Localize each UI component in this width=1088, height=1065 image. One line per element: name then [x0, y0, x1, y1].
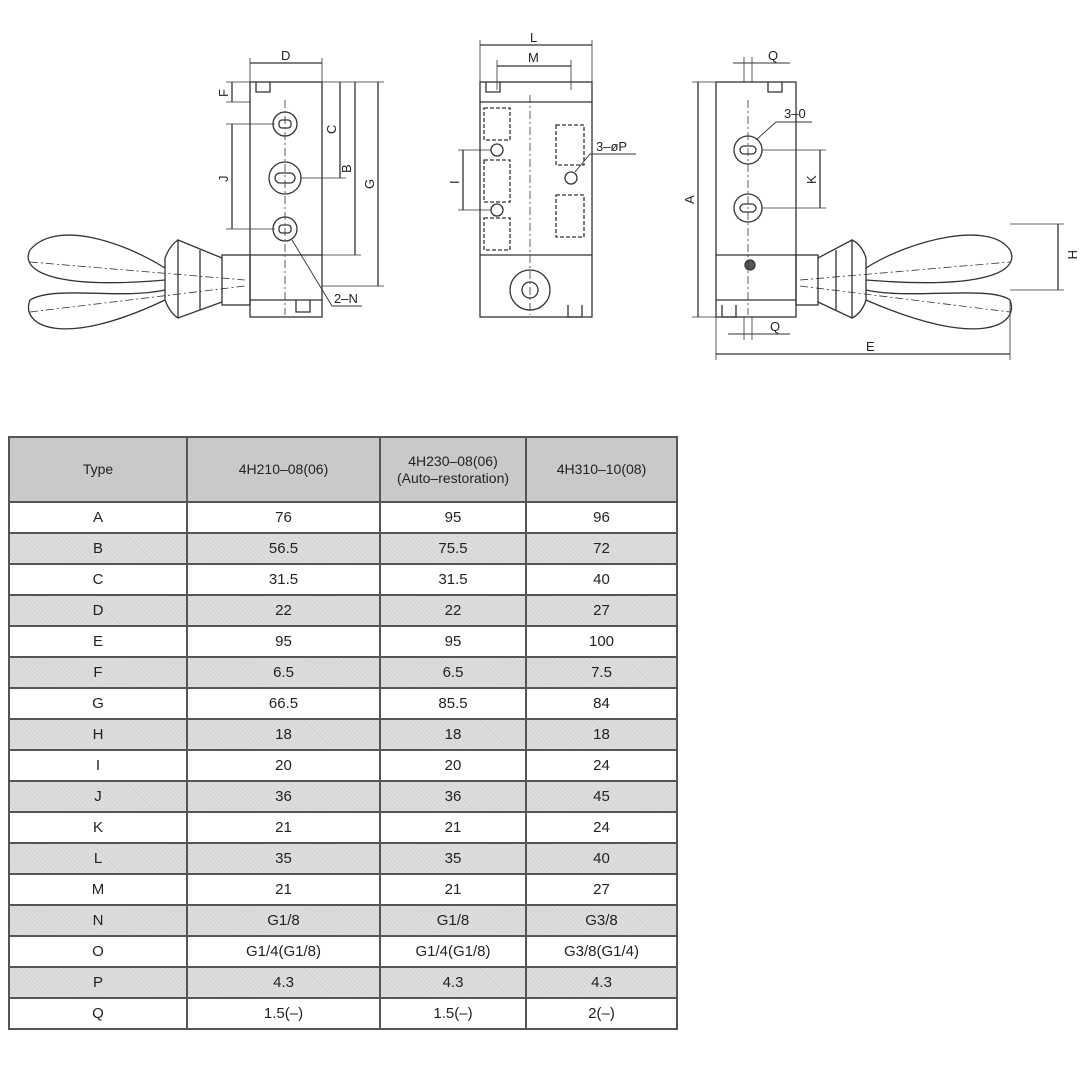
label-F: F	[216, 89, 231, 97]
label-C: C	[324, 124, 339, 134]
front-view	[28, 58, 384, 329]
row-value-cell: 36	[380, 781, 526, 812]
header-4h230	[380, 437, 526, 502]
table-row	[9, 595, 677, 626]
header-4h230-note: (Auto–restoration)	[396, 469, 510, 486]
row-value-cell: 35	[187, 843, 380, 874]
label-3-0: 3–0	[784, 106, 806, 121]
row-value-cell: 21	[380, 812, 526, 843]
row-type-cell: M	[9, 874, 187, 905]
header-4h230-model: 4H230–08(06)	[408, 452, 498, 469]
row-type-cell: K	[9, 812, 187, 843]
row-value-cell: 18	[187, 719, 380, 750]
row-value-cell: G1/8	[380, 905, 526, 936]
row-type-cell: C	[9, 564, 187, 595]
row-value-cell: 95	[380, 502, 526, 533]
row-value-cell: 27	[526, 874, 677, 905]
row-value-cell: 95	[187, 626, 380, 657]
label-G: G	[362, 178, 377, 189]
label-K: K	[804, 175, 819, 184]
row-value-cell: G3/8(G1/4)	[526, 936, 677, 967]
row-value-cell: 4.3	[526, 967, 677, 998]
row-value-cell: 6.5	[187, 657, 380, 688]
row-value-cell: G1/4(G1/8)	[380, 936, 526, 967]
row-value-cell: 20	[380, 750, 526, 781]
row-value-cell: 21	[187, 874, 380, 905]
row-type-cell: Q	[9, 998, 187, 1029]
table-row	[9, 533, 677, 564]
header-4h210: 4H210–08(06)	[187, 437, 380, 502]
row-value-cell: 72	[526, 533, 677, 564]
row-value-cell: 75.5	[380, 533, 526, 564]
row-type-cell: I	[9, 750, 187, 781]
label-Q-top: Q	[768, 48, 779, 63]
label-E: E	[866, 339, 875, 354]
row-type-cell: N	[9, 905, 187, 936]
row-value-cell: 24	[526, 750, 677, 781]
table-row	[9, 874, 677, 905]
row-value-cell: 24	[526, 812, 677, 843]
header-4h310: 4H310–10(08)	[526, 437, 677, 502]
row-value-cell: 18	[526, 719, 677, 750]
row-value-cell: 1.5(–)	[187, 998, 380, 1029]
label-Q-bottom: Q	[770, 319, 781, 334]
table-row	[9, 936, 677, 967]
row-type-cell: A	[9, 502, 187, 533]
row-type-cell: P	[9, 967, 187, 998]
row-value-cell: 6.5	[380, 657, 526, 688]
label-D: D	[281, 48, 291, 63]
table-row	[9, 998, 677, 1029]
table-row	[9, 564, 677, 595]
row-value-cell: 56.5	[187, 533, 380, 564]
label-J: J	[216, 175, 231, 182]
table-row	[9, 657, 677, 688]
row-value-cell: 84	[526, 688, 677, 719]
row-value-cell: 18	[380, 719, 526, 750]
table-row	[9, 967, 677, 998]
row-value-cell: 40	[526, 843, 677, 874]
row-value-cell: 7.5	[526, 657, 677, 688]
row-value-cell: 35	[380, 843, 526, 874]
table-row	[9, 719, 677, 750]
row-type-cell: B	[9, 533, 187, 564]
header-type: Type	[9, 437, 187, 502]
row-type-cell: E	[9, 626, 187, 657]
row-type-cell: L	[9, 843, 187, 874]
row-value-cell: 4.3	[380, 967, 526, 998]
row-value-cell: 95	[380, 626, 526, 657]
table-row	[9, 626, 677, 657]
side-view	[458, 40, 636, 317]
label-M: M	[528, 50, 539, 65]
row-value-cell: G3/8	[526, 905, 677, 936]
table-row	[9, 502, 677, 533]
technical-drawing	[0, 0, 1088, 400]
row-value-cell: 36	[187, 781, 380, 812]
table-header-row	[9, 437, 677, 502]
label-H: H	[1065, 250, 1080, 260]
row-value-cell: 20	[187, 750, 380, 781]
row-value-cell: 21	[187, 812, 380, 843]
row-value-cell: 96	[526, 502, 677, 533]
label-I: I	[447, 180, 462, 184]
table-row	[9, 688, 677, 719]
row-value-cell: 2(–)	[526, 998, 677, 1029]
row-value-cell: G1/4(G1/8)	[187, 936, 380, 967]
label-L: L	[530, 30, 538, 45]
row-value-cell: 22	[380, 595, 526, 626]
table-row	[9, 781, 677, 812]
row-value-cell: 85.5	[380, 688, 526, 719]
dimension-spec-table	[8, 436, 678, 1030]
table-row	[9, 750, 677, 781]
row-value-cell: 45	[526, 781, 677, 812]
row-value-cell: G1/8	[187, 905, 380, 936]
row-type-cell: J	[9, 781, 187, 812]
label-2-N: 2–N	[334, 291, 358, 306]
table-row	[9, 905, 677, 936]
table-row	[9, 843, 677, 874]
row-type-cell: D	[9, 595, 187, 626]
row-value-cell: 100	[526, 626, 677, 657]
label-B: B	[339, 164, 354, 173]
row-type-cell: G	[9, 688, 187, 719]
label-3-P: 3–øP	[596, 139, 628, 154]
row-value-cell: 31.5	[187, 564, 380, 595]
row-value-cell: 31.5	[380, 564, 526, 595]
row-type-cell: H	[9, 719, 187, 750]
row-value-cell: 40	[526, 564, 677, 595]
row-value-cell: 21	[380, 874, 526, 905]
label-A: A	[682, 195, 697, 204]
dimension-labels	[216, 30, 1080, 354]
row-type-cell: O	[9, 936, 187, 967]
table-row	[9, 812, 677, 843]
row-value-cell: 22	[187, 595, 380, 626]
row-value-cell: 4.3	[187, 967, 380, 998]
row-value-cell: 66.5	[187, 688, 380, 719]
row-value-cell: 1.5(–)	[380, 998, 526, 1029]
row-value-cell: 27	[526, 595, 677, 626]
row-type-cell: F	[9, 657, 187, 688]
right-view	[692, 57, 1064, 360]
row-value-cell: 76	[187, 502, 380, 533]
